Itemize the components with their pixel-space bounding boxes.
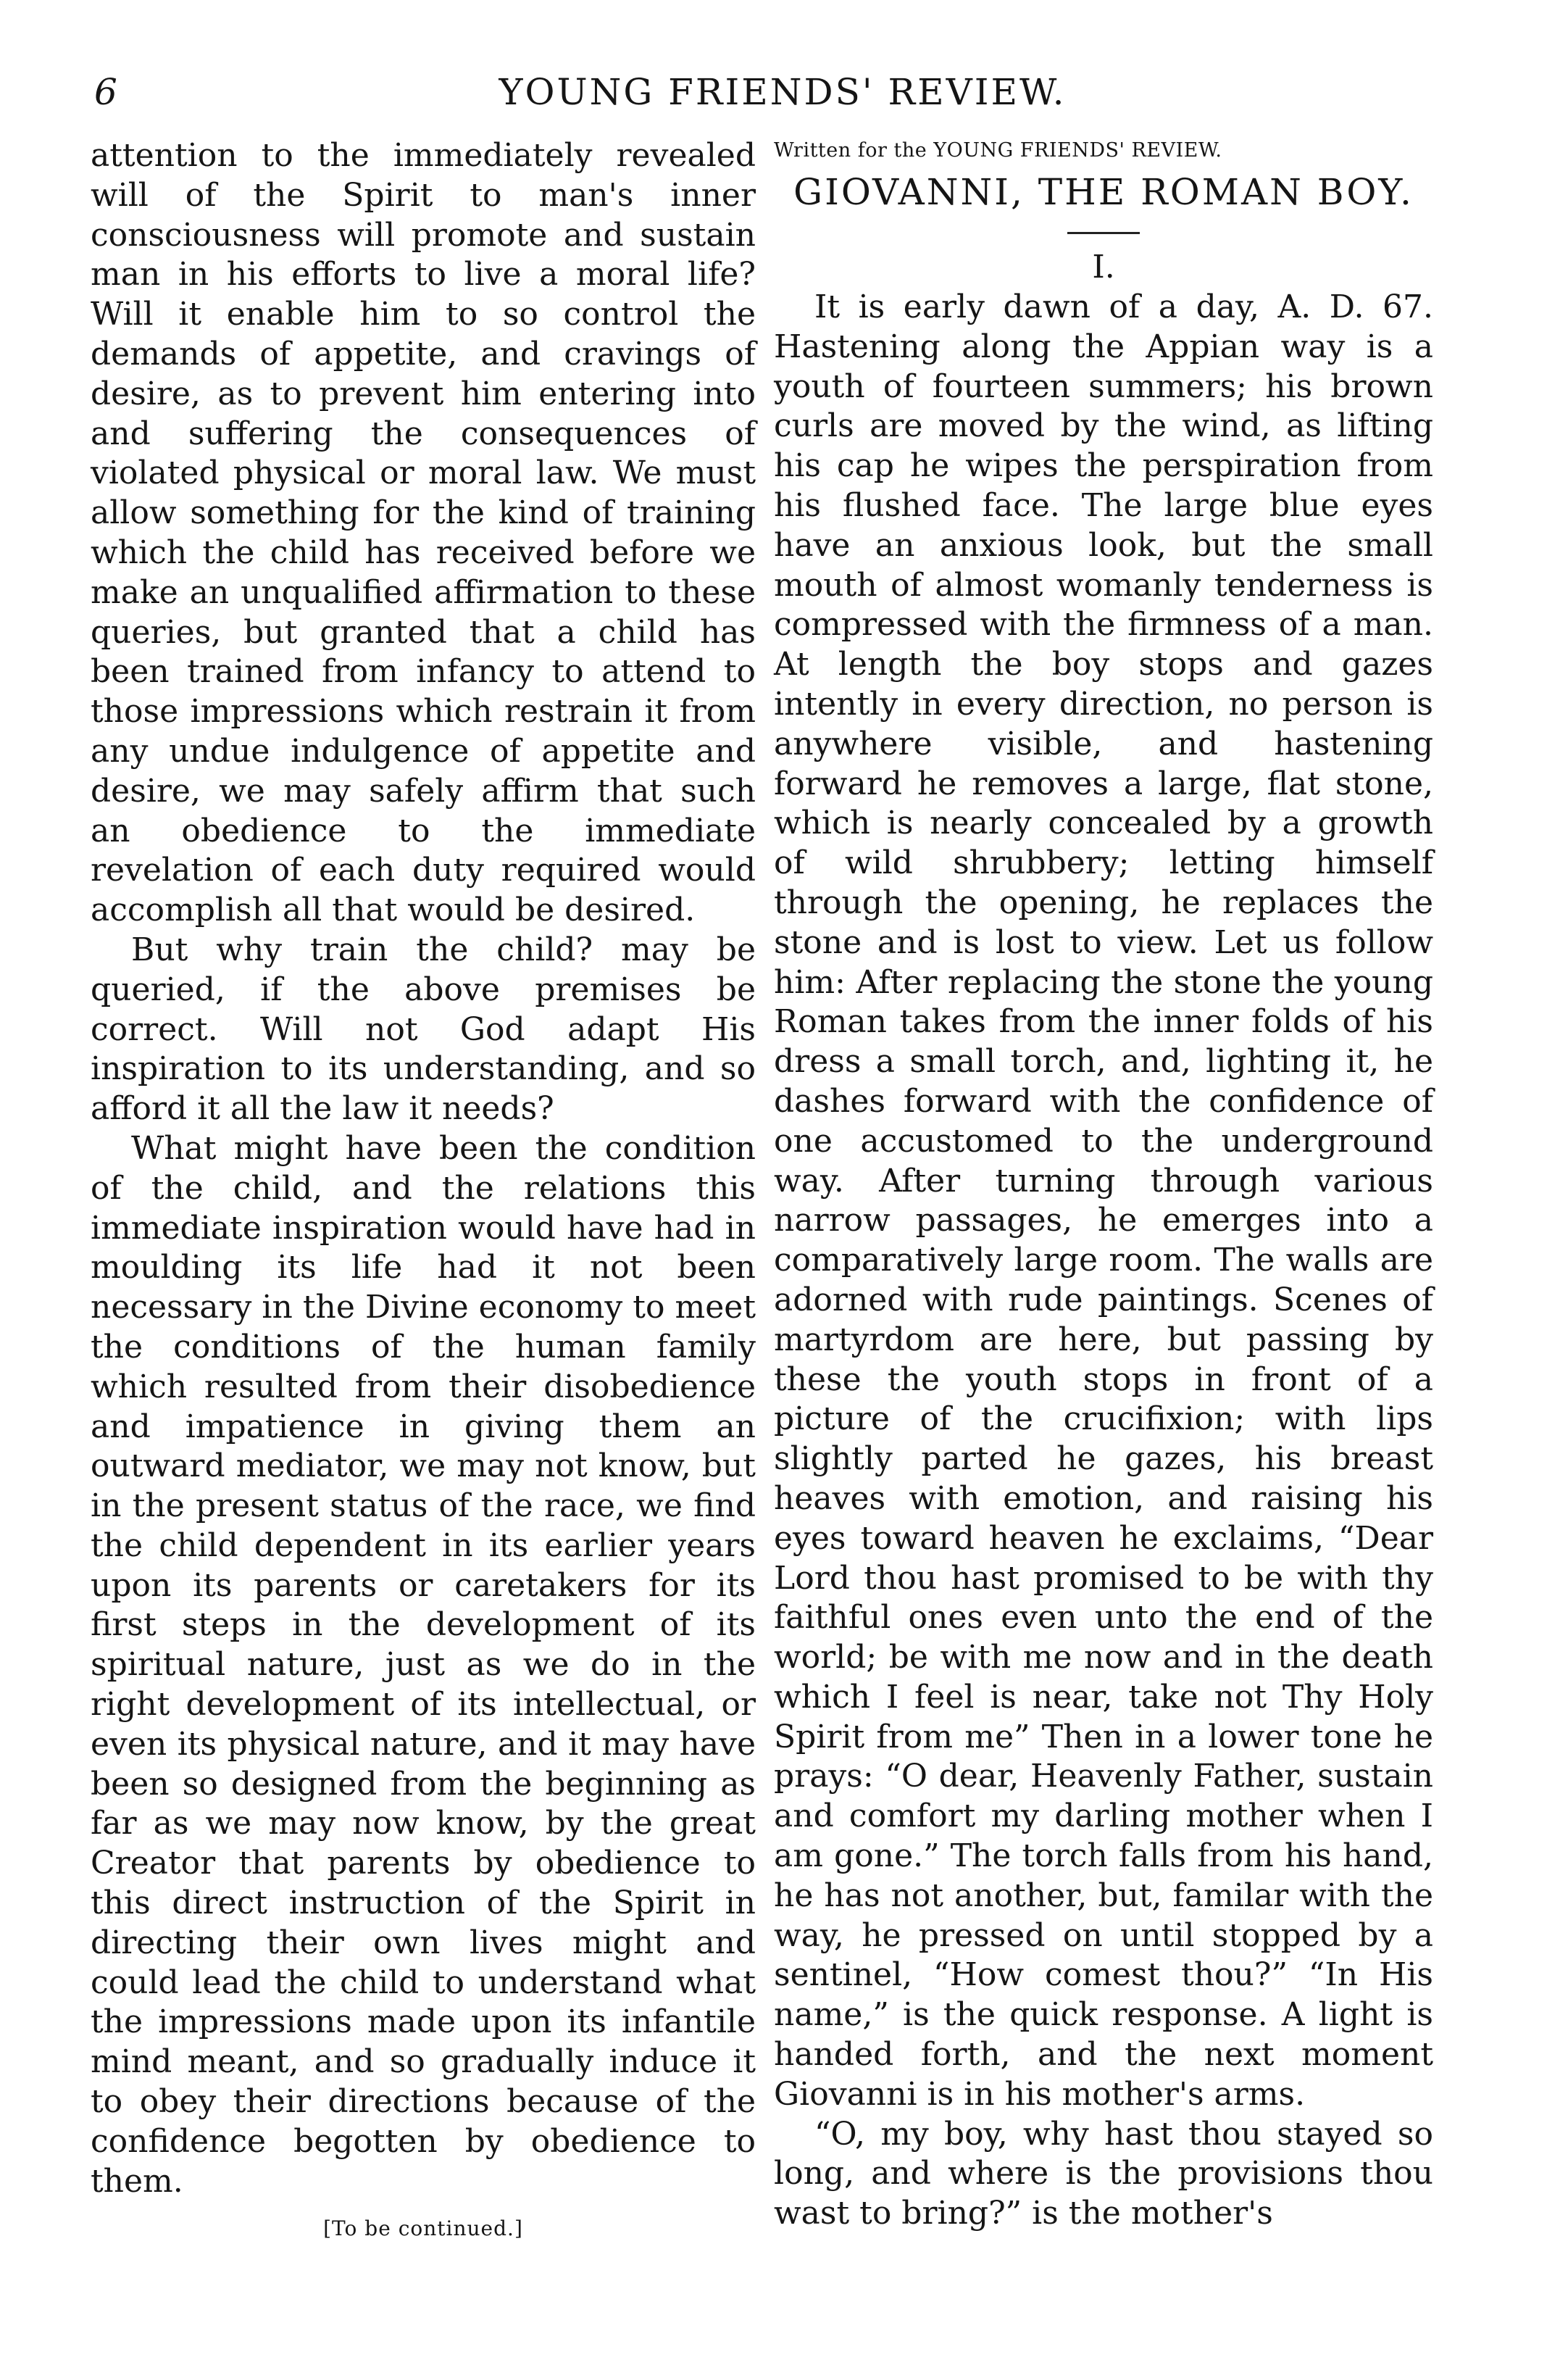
page-header [80, 71, 1485, 129]
right-paragraph-2: “O, my boy, why hast thou stayed so long, and where is the provisions thou wast to bring?” is the mother's [774, 2115, 1433, 2232]
page-number: 6 [94, 71, 117, 113]
continued-note: [To be continued.] [323, 2216, 523, 2241]
left-paragraph-3: What might have been the condition of the child, and the relations this immediate inspiration would have had in moulding its life had it not been necessary in the Divine economy to meet the conditions of the human family which resulted from their disobedience and impatience in giving them an outward mediator, we may not know, but in the present status of the race, we find the child dependent in its earlier years upon its parents or caretakers for its first steps in the development of its spiritual nature, just as we do in the right development of its intellectual, or even its physical nature, and it may have been so designed from the beginning as far as we may now know, by the great Creator that parents by obedience to this direct instruction of the Spirit in directing their own lives might and could lead the child to understand what the impressions made upon its infantile mind meant, and so gradually induce it to obey their directions because of the confidence begotten by obedience to them. [91, 1129, 756, 2200]
story-title: GIOVANNI, THE ROMAN BOY. [793, 171, 1414, 213]
chapter-numeral: I. [1092, 249, 1115, 286]
right-paragraph-1: It is early dawn of a day, A. D. 67. Hastening along the Appian way is a youth of fourteen summers; his brown curls are moved by the wind, as lifting his cap he wipes the perspiration from his flushed face. The large blue eyes have an anxious look, but the small mouth of almost womanly tenderness is compressed with the firmness of a man. At length the boy stops and gazes intently in every direction, no person is anywhere visible, and hastening forward he removes a large, flat stone, which is nearly concealed by a growth of wild shrubbery; letting himself through the opening, he replaces the stone and is lost to view. Let us follow him: After replacing the stone the young Roman takes from the inner folds of his dress a small torch, and, lighting it, he dashes forward with the confidence of one accustomed to the underground way. After turning through various narrow passages, he emerges into a comparatively large room. The walls are adorned with rude paintings. Scenes of martyrdom are here, but passing by these the youth stops in front of a picture of the crucifixion; with lips slightly parted he gazes, his breast heaves with emotion, and raising his eyes toward heaven he exclaims, “Dear Lord thou hast promised to be with thy faithful ones even unto the end of the world; be with me now and in the death which I feel is near, take not Thy Holy Spirit from me” Then in a lower tone he prays: “O dear, Heavenly Father, sustain and comfort my darling mother when I am gone.” The torch falls from his hand, he has not another, but, familar with the way, he pressed on until stopped by a sentinel, “How comest thou?” “In His name,” is the quick response. A light is handed forth, and the next moment Giovanni is in his mother's arms. [774, 288, 1433, 2113]
written-for-credit: Written for the YOUNG FRIENDS' REVIEW. [774, 139, 1222, 162]
running-title: YOUNG FRIENDS' REVIEW. [499, 71, 1067, 113]
left-paragraph-2: But why train the child? may be queried, if the above premises be correct. Will not God adapt His inspiration to its understanding, and so afford it all the law it needs? [91, 931, 756, 1128]
left-paragraph-1: attention to the immediately revealed will of the Spirit to man's inner consciousness will promote and sustain man in his efforts to live a moral life? Will it enable him to so control the demands of appetite, and cravings of desire, as to prevent him entering into and suffering the consequences of violated physical or moral law. We must allow something for the kind of training which the child has received before we make an unqualified affirmation to these queries, but granted that a child has been trained from infancy to attend to those impressions which restrain it from any undue indulgence of appetite and desire, we may safely affirm that such an obedience to the immediate revelation of each duty required would accomplish all that would be desired. [91, 137, 756, 929]
right-column [774, 136, 1433, 2234]
left-column [91, 136, 756, 2243]
title-rule [1067, 232, 1140, 234]
